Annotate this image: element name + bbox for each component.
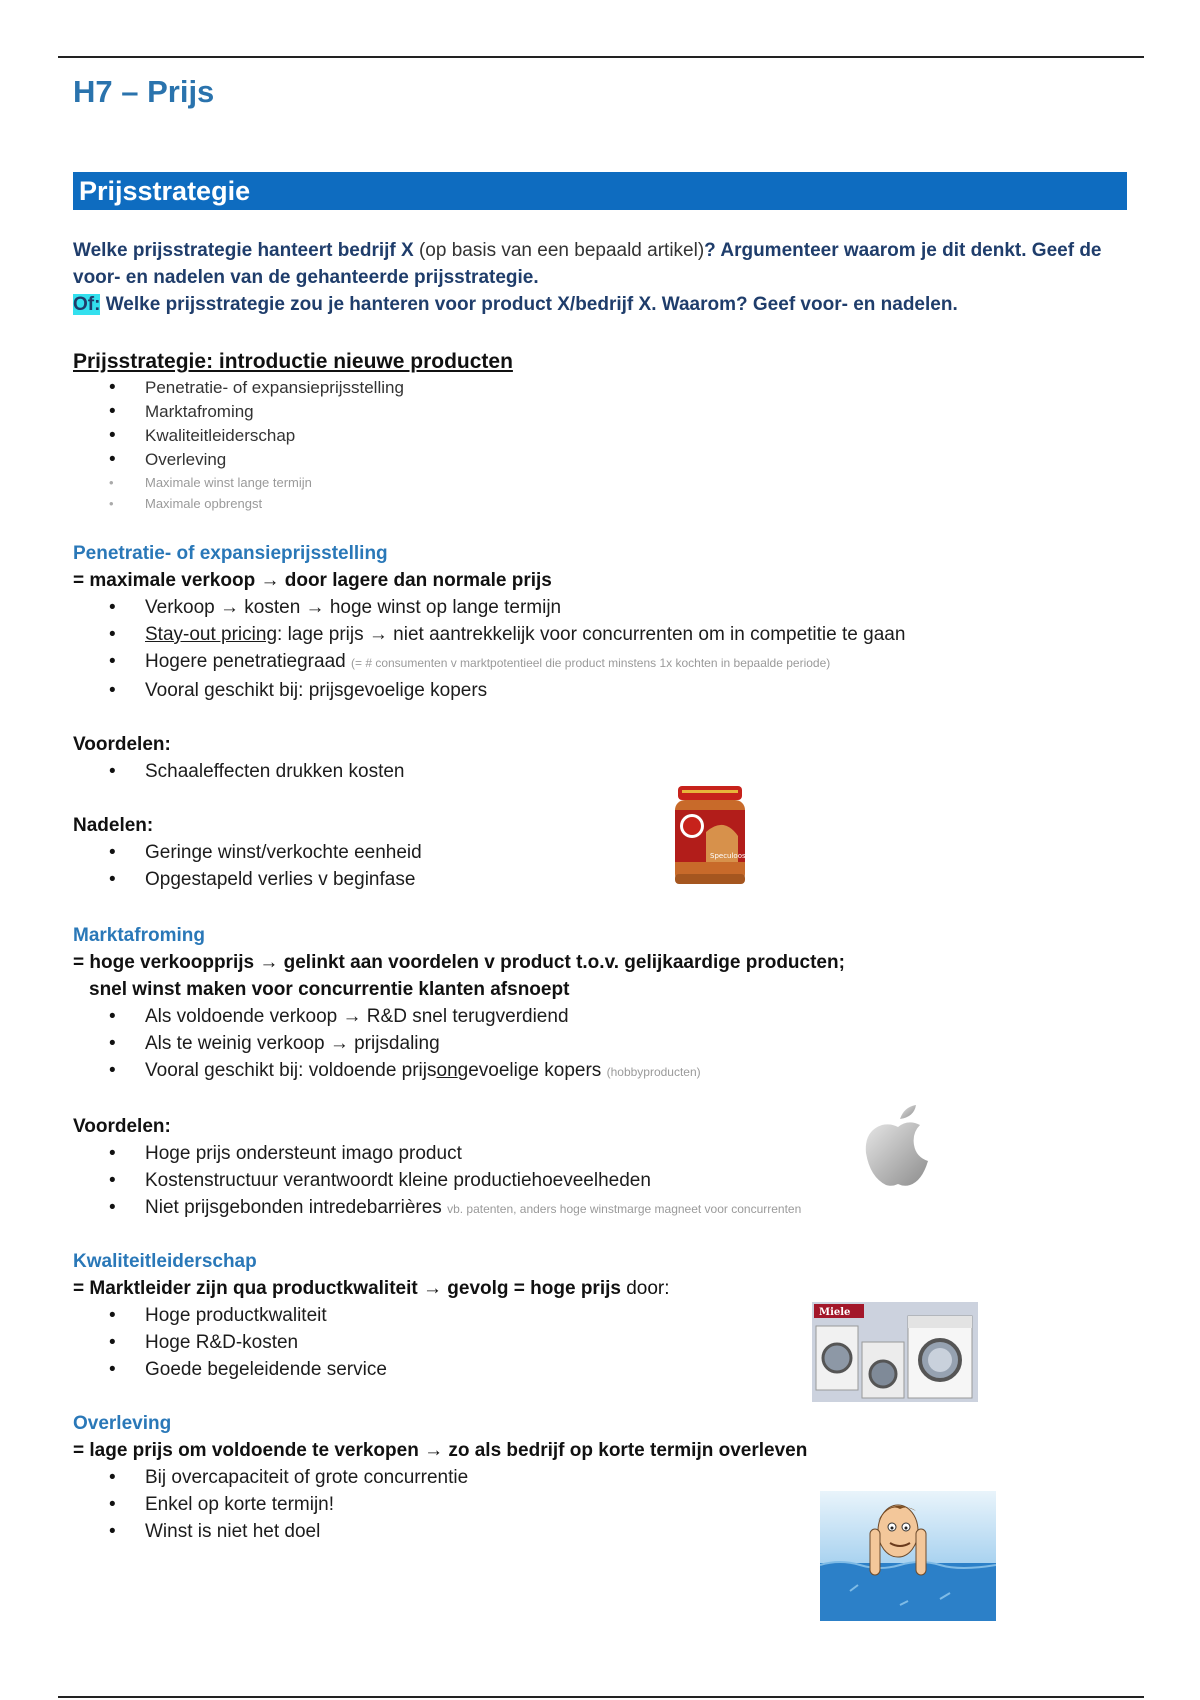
- apple-logo-image: [864, 1105, 932, 1189]
- kwaliteit-definition: [73, 1275, 1133, 1302]
- marktafroming-heading: Marktafroming: [73, 925, 205, 946]
- penetratie-heading: Penetratie- of expansieprijsstelling: [73, 543, 388, 564]
- list-item: [73, 648, 1133, 677]
- speculoos-jar-image: [672, 786, 748, 888]
- drowning-man-image: [820, 1491, 996, 1621]
- list-item: • Vooral geschikt bij: prijsgevoelige kopers: [73, 677, 1133, 704]
- list-item: • Opgestapeld verlies v beginfase: [73, 866, 1133, 893]
- list-item: • Als voldoende verkoop → R&D snel terugverdiend: [73, 1003, 1133, 1030]
- list-item: • Bij overcapaciteit of grote concurrentie: [73, 1464, 1133, 1491]
- list-item: • Schaaleffecten drukken kosten: [73, 758, 1133, 785]
- list-item: [73, 1194, 1133, 1223]
- intro-heading: Prijsstrategie: introductie nieuwe producten: [73, 350, 513, 373]
- list-item: • Winst is niet het doel: [73, 1518, 1133, 1545]
- voordelen-list: [73, 1140, 1133, 1223]
- marktafroming-section: [73, 923, 1133, 1223]
- washing-machines-image: [812, 1302, 978, 1402]
- jar-label: Speculoos: [710, 852, 746, 860]
- kwaliteit-definition-bold: = Marktleider zijn qua productkwaliteit → gevolg = hoge prijs: [73, 1278, 621, 1299]
- stay-out-term: Stay-out pricing: [145, 624, 278, 645]
- question-text-alt: Welke prijsstrategie zou je hanteren voor product X/bedrijf X. Waarom? Geef voor- en nadelen.: [100, 294, 958, 315]
- penetratie-section: [73, 541, 1133, 893]
- list-item: [73, 1057, 1133, 1086]
- voordelen-label: Voordelen:: [73, 734, 171, 755]
- kwaliteit-definition-normal: door:: [620, 1278, 670, 1299]
- bottom-rule: [58, 1696, 1144, 1698]
- or-highlight: Of:: [73, 294, 101, 315]
- stay-out-text: : lage prijs → niet aantrekkelijk voor concurrenten om in competitie te gaan: [277, 624, 906, 645]
- nadelen-list: [73, 839, 1133, 893]
- nadelen-label: Nadelen:: [73, 815, 154, 836]
- list-item: • Overleving: [73, 448, 1133, 472]
- question-text-normal: (op basis van een bepaald artikel): [418, 240, 705, 261]
- marktafroming-definition-2: snel winst maken voor concurrentie klanten afsnoept: [89, 979, 570, 1000]
- question-text-b: ? Argumenteer waarom je dit denkt. Geef de voor- en nadelen van de gehanteerde prijsstrategie.: [73, 240, 1102, 288]
- penetratiegraad-note: (= # consumenten v marktpotentieel die product minstens 1x kochten in bepaalde periode): [350, 656, 831, 670]
- list-item: • Geringe winst/verkochte eenheid: [73, 839, 1133, 866]
- geschikt-underline: on: [436, 1060, 458, 1081]
- question-text-a: Welke prijsstrategie hanteert bedrijf X: [73, 240, 419, 261]
- list-item: • Kwaliteitleiderschap: [73, 424, 1133, 448]
- geschikt-text-a: Vooral geschikt bij: voldoende prijs: [145, 1060, 437, 1081]
- barrieres-note: vb. patenten, anders hoge winstmarge magneet voor concurrenten: [447, 1202, 802, 1216]
- list-item: • Hoge productkwaliteit: [73, 1302, 1133, 1329]
- penetratiegraad-text: Hogere penetratiegraad: [145, 651, 351, 672]
- section-banner: [73, 172, 1127, 210]
- list-item: • Penetratie- of expansieprijsstelling: [73, 376, 1133, 400]
- voordelen-label: Voordelen:: [73, 1116, 171, 1137]
- list-item: • Marktafroming: [73, 400, 1133, 424]
- list-item: • Goede begeleidende service: [73, 1356, 1133, 1383]
- geschikt-text-b: gevoelige kopers: [457, 1060, 607, 1081]
- marktafroming-list: [73, 1003, 1133, 1086]
- section-banner-label: Prijsstrategie: [79, 176, 251, 206]
- list-item: • Verkoop → kosten → hoge winst op lange termijn: [73, 594, 1133, 621]
- top-rule: [58, 56, 1144, 58]
- hobby-note: (hobbyproducten): [606, 1065, 701, 1079]
- list-item-faded: • Maximale opbrengst: [73, 493, 1133, 514]
- overleving-heading: Overleving: [73, 1413, 172, 1434]
- list-item-faded: • Maximale winst lange termijn: [73, 472, 1133, 493]
- kwaliteit-heading: Kwaliteitleiderschap: [73, 1251, 257, 1272]
- overleving-definition: = lage prijs om voldoende te verkopen → zo als bedrijf op korte termijn overleven: [73, 1440, 808, 1461]
- barrieres-text: Niet prijsgebonden intredebarrières: [145, 1197, 448, 1218]
- penetratie-definition: = maximale verkoop → door lagere dan normale prijs: [73, 570, 552, 591]
- list-item: • Als te weinig verkoop → prijsdaling: [73, 1030, 1133, 1057]
- brand-label: Miele: [819, 1307, 851, 1318]
- marktafroming-definition-1: = hoge verkoopprijs → gelinkt aan voordelen v product t.o.v. gelijkaardige producten;: [73, 952, 845, 973]
- penetratie-list: [73, 594, 1133, 704]
- list-item: • Enkel op korte termijn!: [73, 1491, 1133, 1518]
- exam-question: [73, 237, 1133, 318]
- list-item: • Hoge R&D-kosten: [73, 1329, 1133, 1356]
- list-item: • Hoge prijs ondersteunt imago product: [73, 1140, 1133, 1167]
- list-item: • Kostenstructuur verantwoordt kleine productiehoeveelheden: [73, 1167, 1133, 1194]
- page-title: H7 – Prijs: [73, 74, 215, 109]
- list-item: [73, 621, 1133, 648]
- voordelen-list: [73, 758, 1133, 785]
- intro-section: [73, 348, 1133, 514]
- intro-list: [73, 376, 1133, 514]
